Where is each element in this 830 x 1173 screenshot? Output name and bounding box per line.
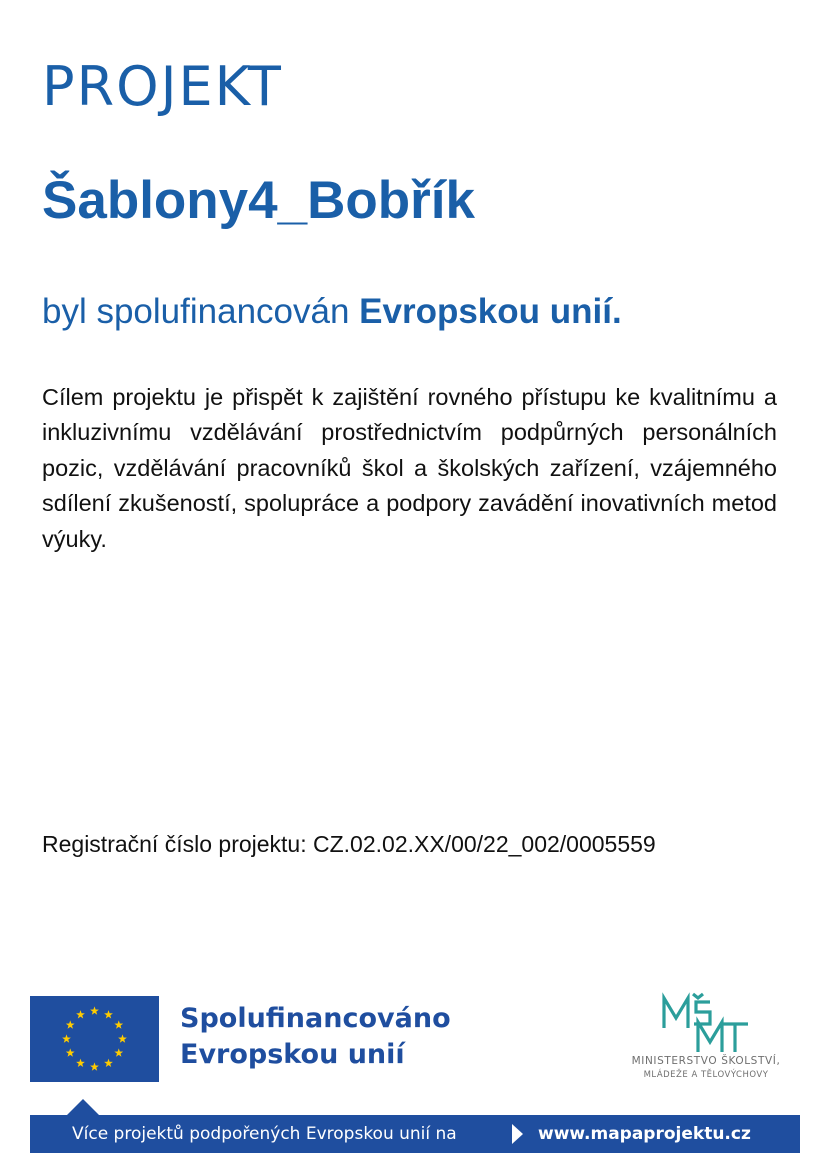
cofinancing-statement (42, 294, 622, 329)
project-aim-paragraph: Cílem projektu je přispět k zajištění rovného přístupu ke kvalitnímu a inkluzivnímu vzdělávání prostřednictvím podpůrných personálních pozic, vzdělávání pracovníků škol a školských zařízení, vzájemného sdílení zkušeností, spolupráce a podpory zavádění inovativních metod výuky. (42, 384, 777, 552)
eu-star-icon (90, 1006, 99, 1014)
msmt-name-line-1: MINISTERSTVO ŠKOLSTVÍ, (631, 1055, 781, 1067)
eu-star-icon (90, 1062, 99, 1070)
eu-star-icon (114, 1048, 123, 1056)
eu-star-icon (104, 1010, 113, 1018)
eu-star-icon (76, 1059, 85, 1067)
eu-star-icon (62, 1034, 71, 1042)
project-name: Šablony4_Bobřík (42, 171, 475, 230)
eu-star-icon (66, 1020, 75, 1028)
footer-bar-notch (66, 1099, 100, 1116)
eu-caption-line-1: Spolufinancováno (180, 1003, 451, 1034)
cofinancing-emphasis: Evropskou unií. (359, 292, 622, 331)
eu-star-icon (76, 1010, 85, 1018)
eu-caption-line-2: Evropskou unií (180, 1039, 405, 1070)
eu-star-icon (104, 1059, 113, 1067)
msmt-name-line-2: MLÁDEŽE A TĚLOVÝCHOVY (643, 1070, 769, 1080)
project-label: PROJEKT (42, 55, 283, 118)
footer-bar (30, 1115, 800, 1153)
play-arrow-icon (512, 1124, 523, 1144)
eu-star-icon (118, 1034, 127, 1042)
eu-cofinanced-caption (180, 1001, 451, 1073)
registration-number: Registrační číslo projektu: CZ.02.02.XX/00/22_002/0005559 (42, 831, 656, 857)
eu-flag-icon (30, 996, 159, 1082)
footer-bar-url[interactable]: www.mapaprojektu.cz (538, 1124, 751, 1144)
eu-star-icon (114, 1020, 123, 1028)
eu-star-icon (66, 1048, 75, 1056)
cofinancing-prefix: byl spolufinancován (42, 292, 360, 331)
footer-bar-text: Více projektů podpořených Evropskou unií na (72, 1124, 457, 1144)
msmt-logo (612, 992, 800, 1084)
msmt-logo-icon (660, 992, 750, 1054)
